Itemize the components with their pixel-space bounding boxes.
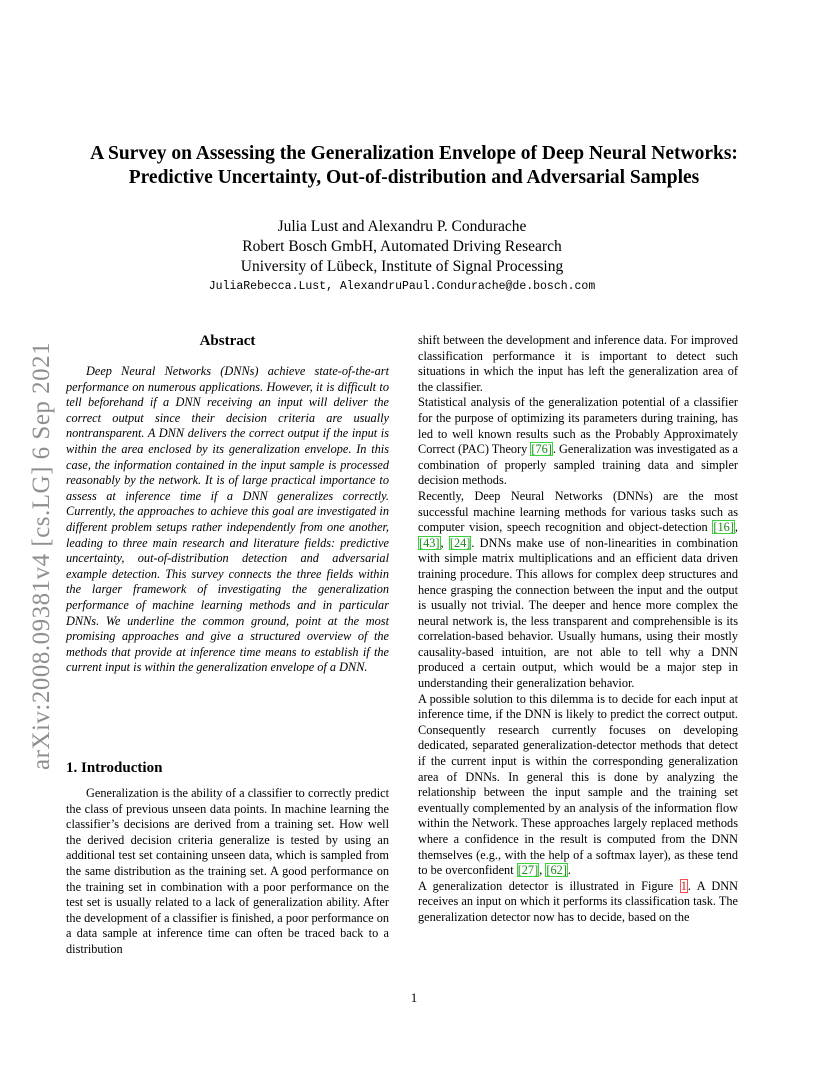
paper-title — [40, 142, 788, 190]
paragraph-2-text-b: . Generalization was investigated as a combination of properly sampled training data and simpler decision methods. — [418, 442, 738, 488]
separator: , — [440, 535, 449, 550]
figure-reference-link[interactable]: 1 — [680, 878, 687, 893]
author-block — [100, 217, 704, 297]
title-line-1: A Survey on Assessing the Generalization Envelope of Deep Neural Networks: — [90, 143, 738, 164]
paragraph-3-text-a: Recently, Deep Neural Networks (DNNs) are the most successful machine learning methods for various tasks such as computer vision, speech recognition and object-detection — [418, 488, 738, 535]
abstract-text: Deep Neural Networks (DNNs) achieve state-of-the-art performance on numerous applications. However, it is difficult to tell beforehand if a DNN receiving an input will deliver the correct output since their decision criteria are usually nontransparent. A DNN delivers the correct output if the input is within the area enclosed by its generalization envelope. In this case, the information contained in the input sample is processed reasonably by the network. It is of large practical importance to assess at inference time if a DNN generalizes correctly. Currently, the approaches to achieve this goal are investigated in different problem setups rather independently from one another, leading to three main research and literature fields: predictive uncertainty, out-of-distribution detection and adversarial example detection. This survey connects the three fields within the larger framework of investigating the generalization performance of machine learning methods and in particular DNNs. We underline the common ground, point at the most promising approaches and give a structured overview of the methods that provide at inference time means to establish if the current input is within the generalization envelope of a DNN. — [66, 364, 389, 675]
paragraph-2 — [418, 395, 738, 489]
paragraph-5-text-a: A generalization detector is illustrated in Figure — [418, 878, 680, 893]
paragraph-4 — [418, 692, 738, 879]
author-email[interactable]: JuliaRebecca.Lust, AlexandruPaul.Condurache@de.bosch.com — [208, 280, 596, 293]
citation-link[interactable]: [16] — [713, 520, 734, 535]
paragraph-5-text-b: . A DNN receives an input on which it performs its classification task. The generalization detector now has to decide, based on the — [418, 878, 738, 924]
paragraph-3-text-b: . DNNs make use of non-linearities in combination with simple matrix multiplications and an efficient data driven training procedure. This allows for complex deep structures and hence grasping the connection between the input and the output is usually not trivial. The deeper and hence more complex the neural network is, the less transparent and comprehensible is its correlation-based behavior. Usually humans, using their mostly causality-based intuition, are not able to tell why a DNN produced a certain output, which would be a major step in understanding their generalization behavior. — [418, 535, 738, 691]
introduction-text: Generalization is the ability of a classifier to correctly predict the class of previous unseen data points. In machine learning the classifier’s decisions are derived from a training set. How well the derived decision criteria generalize is tested by using an additional test set containing unseen data, which is sampled from the same distribution as the training set. A good performance on the training set in combination with a poor performance on the test set is usually related to a lack of generalization ability. After the development of a classifier is finished, a poor performance on a data sample at inference time can often be traced back to a distribution — [66, 786, 389, 956]
citation-link[interactable]: [24] — [449, 535, 471, 550]
citation-link[interactable]: [27] — [517, 863, 539, 878]
title-line-2: Predictive Uncertainty, Out-of-distribution and Adversarial Samples — [128, 167, 700, 188]
right-column — [418, 333, 738, 926]
paragraph-2-text-a: Statistical analysis of the generalization potential of a classifier for the purpose of optimizing its parameters during training, has led to well known results such as the Probably Approximately Correct (PAC) Theory — [418, 395, 738, 457]
author-names: Julia Lust and Alexandru P. Condurache — [277, 218, 527, 235]
affiliation-1: Robert Bosch GmbH, Automated Driving Research — [242, 238, 562, 255]
citation-link[interactable]: [62] — [546, 863, 567, 878]
citation-link[interactable]: [76] — [531, 442, 552, 457]
arxiv-stamp: arXiv:2008.09381v4 [cs.LG] 6 Sep 2021 — [28, 341, 55, 770]
abstract-heading: Abstract — [199, 333, 256, 349]
paragraph-3 — [418, 489, 738, 692]
paragraph-4-text-b: . — [567, 863, 571, 878]
paragraph-1: shift between the development and inference data. For improved classification performance it is important to detect such situations in which the input has left the generalization area of the classifier. — [418, 333, 738, 394]
paragraph-4-text-a: A possible solution to this dilemma is to decide for each input at inference time, if the DNN is likely to predict the correct output. Consequently research currently focuses on developing dedicated, separated generalization-detector methods that detect if the current input is within the corresponding generalization area of DNNs. In general this is done by analyzing the relationship between the input sample and the training set eventually complemented by an analysis of the information flow within the Network. These approaches largely replaced methods where a confidence in the result is computed from the DNN themselves (e.g., with the help of a softmax layer), as these tend to be overconfident — [418, 691, 738, 878]
citation-link[interactable]: [43] — [419, 535, 440, 550]
paragraph-5 — [418, 879, 738, 926]
separator: , — [734, 520, 738, 535]
affiliation-2: University of Lübeck, Institute of Signal Processing — [240, 258, 564, 275]
page-number: 1 — [410, 990, 418, 1005]
section-heading-introduction: 1. Introduction — [66, 760, 163, 776]
separator: , — [539, 863, 546, 878]
